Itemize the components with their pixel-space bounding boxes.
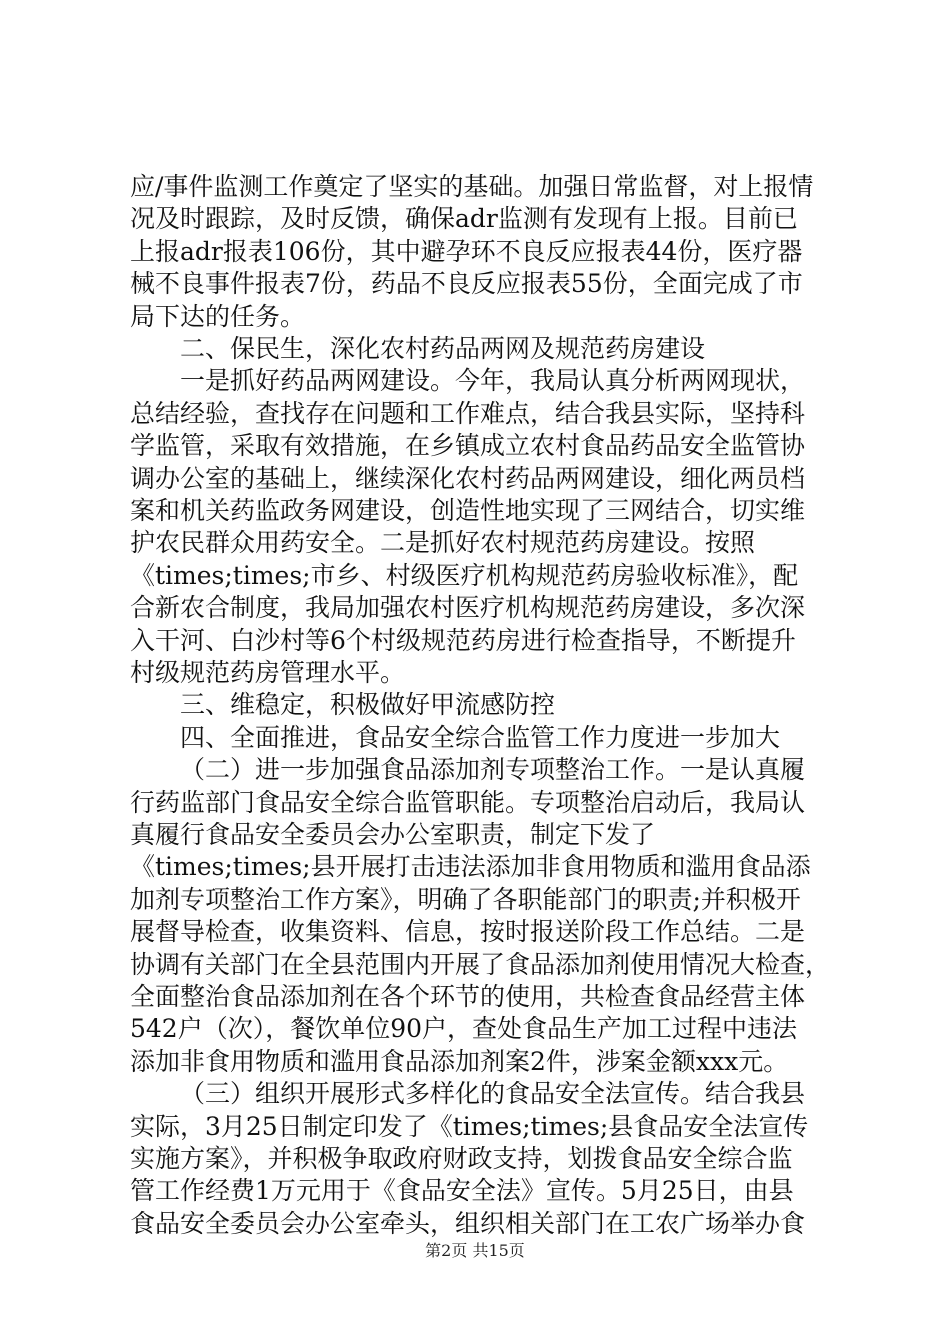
body-line: 护农民群众用药安全。二是抓好农村规范药房建设。按照: [130, 528, 756, 558]
body-line: 案和机关药监政务网建设，创造性地实现了三网结合，切实维: [130, 496, 806, 525]
body-line: 实施方案》，并积极争取政府财政支持，划拨食品安全综合监: [130, 1144, 793, 1173]
body-line: 械不良事件报表7份，药品不良反应报表55份，全面完成了市: [130, 269, 803, 299]
page-footer: 第2页 共15页: [425, 1241, 525, 1260]
body-line: 实际，3月25日制定印发了《times;times;县食品安全法宣传: [130, 1111, 809, 1141]
body-line: （三）组织开展形式多样化的食品安全法宣传。结合我县: [180, 1079, 806, 1109]
body-line: 管工作经费1万元用于《食品安全法》宣传。5月25日，由县: [130, 1176, 794, 1206]
body-line: 上报adr报表106份，其中避孕环不良反应报表44份，医疗器: [130, 236, 803, 266]
body-line: 食品安全委员会办公室牵头，组织相关部门在工农广场举办食: [130, 1208, 806, 1238]
body-line: 协调有关部门在全县范围内开展了食品添加剂使用情况大检查，: [130, 949, 831, 979]
body-line: 四、全面推进，食品安全综合监管工作力度进一步加大: [180, 722, 781, 752]
body-line: 调办公室的基础上，继续深化农村药品两网建设，细化两员档: [130, 463, 806, 493]
body-line: 应/事件监测工作奠定了坚实的基础。加强日常监督，对上报情: [130, 172, 814, 201]
body-line: 学监管，采取有效措施，在乡镇成立农村食品药品安全监管协: [130, 431, 806, 461]
body-line: 局下达的任务。: [130, 301, 306, 331]
body-line: 三、维稳定，积极做好甲流感防控: [180, 690, 556, 720]
body-line: 入干河、白沙村等6个村级规范药房进行检查指导，不断提升: [130, 625, 796, 655]
body-line: 添加非食用物质和滥用食品添加剂案2件，涉案金额xxx元。: [130, 1046, 789, 1076]
body-line: 《times;times;市乡、村级医疗机构规范药房验收标准》，配: [130, 560, 799, 590]
body-line: （二）进一步加强食品添加剂专项整治工作。一是认真履: [180, 755, 806, 785]
body-line: 展督导检查，收集资料、信息，按时报送阶段工作总结。二是: [130, 917, 806, 947]
body-line: 542户（次），餐饮单位90户，查处食品生产加工过程中违法: [130, 1014, 798, 1044]
body-line: 一是抓好药品两网建设。今年，我局认真分析两网现状，: [180, 366, 806, 396]
body-line: 全面整治食品添加剂在各个环节的使用，共检查食品经营主体: [130, 982, 806, 1011]
body-line: 《times;times;县开展打击违法添加非食用物质和滥用食品添: [130, 852, 811, 882]
body-line: 合新农合制度，我局加强农村医疗机构规范药房建设，多次深: [130, 593, 806, 623]
body-line: 况及时跟踪，及时反馈，确保adr监测有发现有上报。目前已: [130, 204, 798, 234]
body-line: 行药监部门食品安全综合监管职能。专项整治启动后，我局认: [130, 787, 806, 817]
body-line: 村级规范药房管理水平。: [130, 658, 406, 687]
body-line: 真履行食品安全委员会办公室职责，制定下发了: [130, 820, 656, 849]
body-line: 加剂专项整治工作方案》，明确了各职能部门的职责;并积极开: [130, 884, 801, 914]
body-line: 总结经验，查找存在问题和工作难点，结合我县实际，坚持科: [130, 398, 806, 428]
body-line: 二、保民生，深化农村药品两网及规范药房建设: [180, 334, 706, 363]
